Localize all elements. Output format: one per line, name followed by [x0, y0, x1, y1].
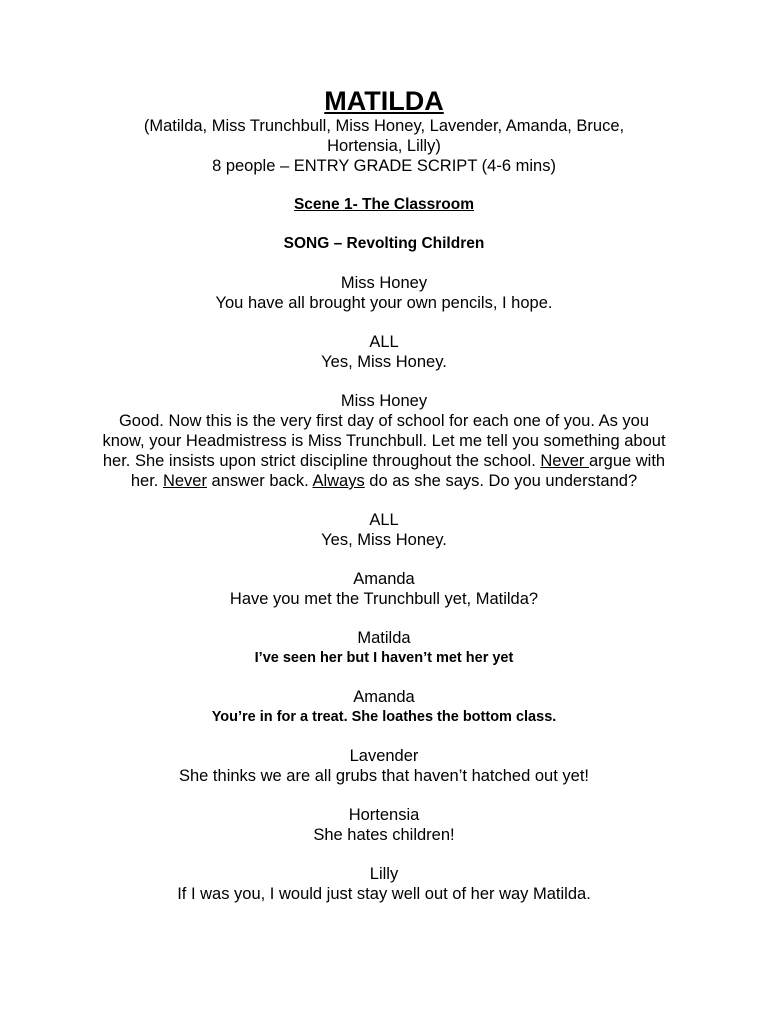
speaker-name: ALL — [369, 333, 399, 351]
speaker-name: Amanda — [353, 570, 415, 588]
speaker-name: Lavender — [349, 747, 419, 765]
speaker-name: ALL — [369, 511, 399, 529]
spacer — [100, 786, 668, 805]
dialogue-block — [100, 569, 668, 609]
script-info-line: 8 people – ENTRY GRADE SCRIPT (4-6 mins) — [212, 157, 556, 175]
cast-list-line-1: (Matilda, Miss Trunchbull, Miss Honey, Lavender, Amanda, Bruce, — [143, 117, 625, 135]
dialogue-line: Yes, Miss Honey. — [321, 353, 447, 371]
spacer — [100, 550, 668, 569]
dialogue-block — [100, 391, 668, 491]
dialogue-line: If I was you, I would just stay well out of her way Matilda. — [177, 885, 591, 903]
speaker-name: Lilly — [369, 865, 399, 883]
dialogue-line: You’re in for a treat. She loathes the bottom class. — [211, 709, 557, 725]
spacer — [100, 845, 668, 864]
speaker-name: Matilda — [357, 629, 411, 647]
speech-text: argue with her. — [130, 452, 666, 490]
script-title: MATILDA — [324, 86, 444, 116]
spacer — [100, 609, 668, 628]
cast-list-line-2: Hortensia, Lilly) — [327, 137, 441, 155]
dialogue-line: Yes, Miss Honey. — [321, 531, 447, 549]
dialogue-block — [100, 864, 668, 904]
dialogue-block — [100, 746, 668, 786]
speech-text: Good. Now this is the very first day of school for each one of you. As you know, your Headmistress is Miss Trunchbull. Let me tell you something about her. She insists upon strict discipline throughout the school. — [102, 412, 666, 470]
spacer — [100, 254, 668, 273]
spacer — [100, 668, 668, 687]
spacer — [100, 491, 668, 510]
speech-text: do as she says. Do you understand? — [364, 472, 638, 490]
speaker-name: Miss Honey — [340, 274, 428, 292]
dialogue-block — [100, 273, 668, 313]
dialogue-block — [100, 332, 668, 372]
speech-text: answer back. — [206, 472, 313, 490]
dialogue-block — [100, 628, 668, 668]
spacer — [100, 727, 668, 746]
emphasis-never: Never — [162, 472, 207, 490]
spacer — [100, 313, 668, 332]
dialogue-line: She hates children! — [313, 826, 455, 844]
script-content — [100, 86, 668, 904]
speaker-name: Amanda — [353, 688, 415, 706]
dialogue-block — [100, 805, 668, 845]
dialogue-line: She thinks we are all grubs that haven’t hatched out yet! — [178, 767, 589, 785]
dialogue-block — [100, 510, 668, 550]
scene-heading: Scene 1- The Classroom — [293, 196, 475, 213]
dialogue-block — [100, 687, 668, 727]
spacer — [100, 215, 668, 234]
emphasis-never: Never — [540, 452, 589, 470]
dialogue-line: I’ve seen her but I haven’t met her yet — [254, 650, 514, 666]
spacer — [100, 372, 668, 391]
song-heading: SONG – Revolting Children — [283, 235, 485, 252]
spacer — [100, 176, 668, 195]
dialogue-line: You have all brought your own pencils, I hope. — [215, 294, 553, 312]
dialogue-paragraph — [100, 411, 668, 491]
speaker-name: Miss Honey — [340, 392, 428, 410]
emphasis-always: Always — [312, 472, 365, 490]
dialogue-line: Have you met the Trunchbull yet, Matilda? — [229, 590, 539, 608]
speaker-name: Hortensia — [348, 806, 420, 824]
